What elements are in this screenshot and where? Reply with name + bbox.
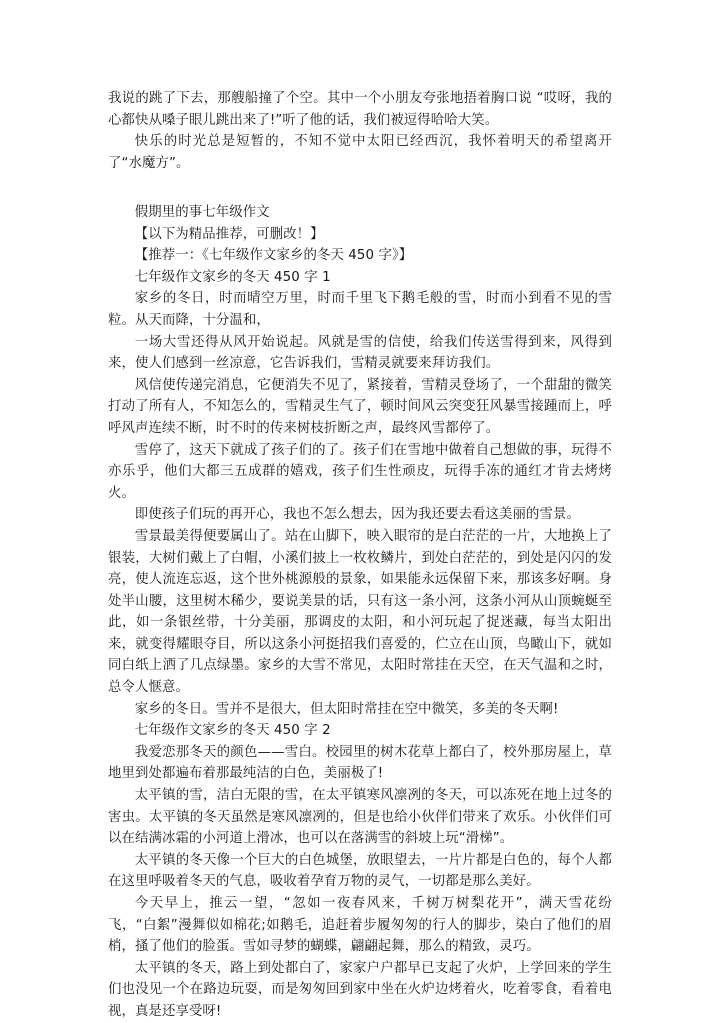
intro-paragraph-1: 我说的跳了下去，那艘船撞了个空。其中一个小朋友夸张地捂着胸口说 “哎呀，我的心都快从嗓子眼儿跳出来了!”听了他的话，我们被逗得哈哈大笑。 [108, 91, 612, 128]
essay-1-paragraph: 家乡的冬日，时而晴空万里，时而千里飞下鹅毛般的雪，时而小到看不见的雪粒。从天而降，十分温和， [108, 291, 612, 328]
essay-1-paragraph: 一场大雪还得从风开始说起。风就是雪的信使，给我们传送雪得到来，风得到来，使人们感到一丝凉意，它告诉我们，雪精灵就要来拜访我们。 [108, 334, 612, 372]
recommend-note: 【以下为精品推荐，可删改！】 [134, 226, 324, 242]
essay-2-paragraph: 太平镇的雪，洁白无限的雪，在太平镇寒风凛冽的冬天，可以冻死在地上过冬的害虫。太平镇的冬天虽然是寒风凛冽的，但是也给小伙伴们带来了欢乐。小伙伴们可以在结满冰霜的小河道上滑冰，也可以在落满雪的斜坡上玩“滑梯”。 [108, 788, 612, 847]
essay-1-paragraph: 即使孩子们玩的再开心，我也不怎么想去，因为我还要去看这美丽的雪景。 [134, 507, 580, 523]
essay-1-paragraph: 风信使传递完消息，它便消失不见了，紧接着，雪精灵登场了，一个甜甜的微笑打动了所有人，不知怎么的，雪精灵生气了，顿时间风云突变狂风暴雪接踵而上，呼呼风声连续不断，时不时的传来树枝折断之声，最终风雪都停了。 [108, 377, 612, 436]
article-section [108, 202, 612, 1023]
intro-section [108, 88, 612, 174]
essay-2-title: 七年级作文家乡的冬天 450 字 2 [134, 723, 331, 739]
essay-2-paragraph: 太平镇的冬天，路上到处都白了，家家户户都早已支起了火炉，上学回来的学生们也没见一个在路边玩耍，而是匆匆回到家中坐在火炉边烤着火，吃着零食，看着电视，真是还享受呀! [108, 960, 612, 1019]
essay-2-paragraph: 我爱恋那冬天的颜色——雪白。校园里的树木花草上都白了，校外那房屋上，草地里到处都遍布着那最纯洁的白色，美丽极了! [108, 744, 612, 782]
essay-1-title: 七年级作文家乡的冬天 450 字 1 [134, 269, 331, 285]
essay-1-paragraph: 雪停了，这天下就成了孩子们的了。孩子们在雪地中做着自己想做的事，玩得不亦乐乎，他们大都三五成群的嬉戏，孩子们生性顽皮，玩得手冻的通红才肯去烤烤火。 [108, 442, 612, 501]
recommend-one: 【推荐一：《七年级作文家乡的冬天 450 字》】 [134, 248, 413, 264]
essay-1-paragraph: 雪景最美得便要属山了。站在山脚下，映入眼帘的是白茫茫的一片，大地换上了银装，大树们戴上了白帽，小溪们披上一枚枚鳞片，到处白茫茫的，到处是闪闪的发亮，使人流连忘返，这个世外桃源般的景象，如果能永远保留下来，那该多好啊。身处半山腰，这里树木稀少，要说美景的话，只有这一条小河，这条小河从山顶蜿蜒至此，如一条银丝带，十分美丽，那调皮的太阳，和小河玩起了捉迷藏，每当太阳出来，就变得耀眼夺目，所以这条小河挺招我们喜爱的，伫立在山顶，鸟瞰山下，就如同白纸上洒了几点绿墨。家乡的大雪不常见，太阳时常挂在天空，在天气温和之时，总令人惬意。 [108, 528, 612, 696]
intro-paragraph-2: 快乐的时光总是短暂的，不知不觉中太阳已经西沉，我怀着明天的希望离开了“水魔方”。 [108, 134, 612, 171]
essay-1-paragraph: 家乡的冬日。雪并不是很大，但太阳时常挂在空中微笑，多美的冬天啊! [134, 701, 559, 717]
essay-2-paragraph: 今天早上，推云一望，“忽如一夜春风来，千树万树梨花开”，满天雪花纷飞，“白絮”漫舞似如棉花;如鹅毛，追赶着步履匆匆的行人的脚步，染白了他们的眉梢，搔了他们的脸蛋。雪如寻梦的蝴蝶，翩翩起舞，那么的精致，灵巧。 [108, 896, 612, 955]
essay-2-paragraph: 太平镇的冬天像一个巨大的白色城堡，放眼望去，一片片都是白色的，每个人都在这里呼吸着冬天的气息，吸收着孕育万物的灵气，一切都是那么美好。 [108, 852, 612, 890]
article-title: 假期里的事七年级作文 [134, 205, 270, 220]
